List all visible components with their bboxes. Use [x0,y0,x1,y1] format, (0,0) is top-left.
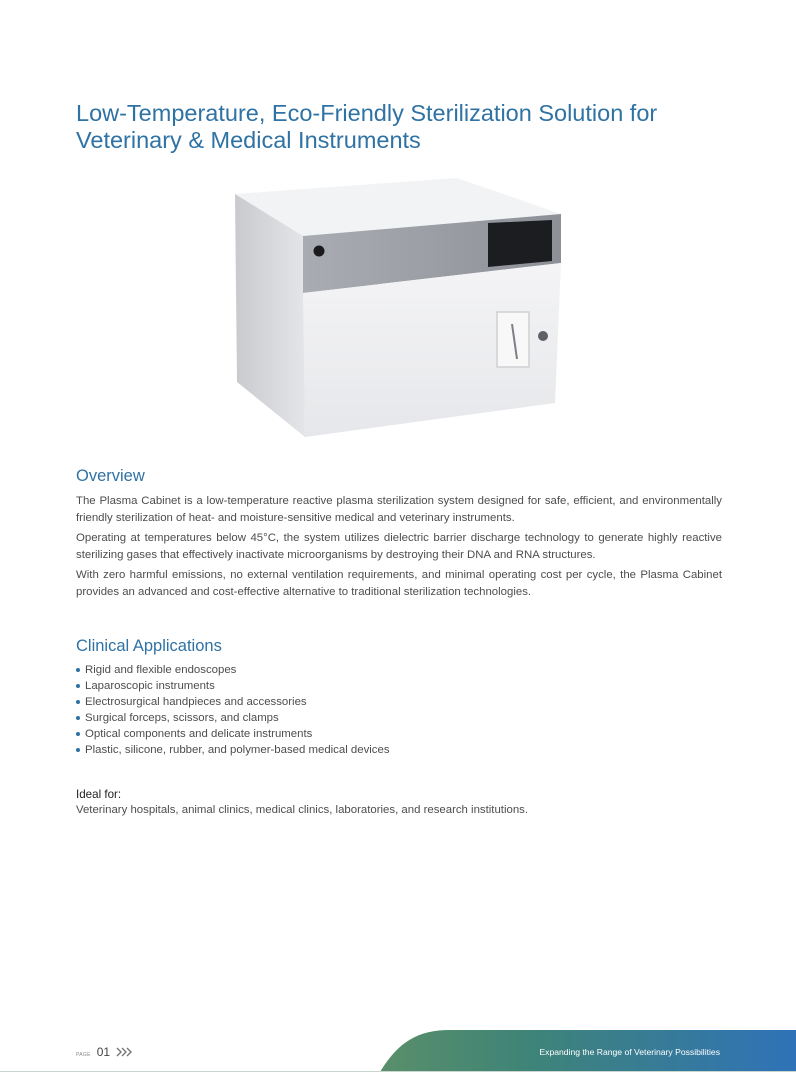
bullet-icon [76,668,80,672]
list-item [76,726,390,742]
list-item-text: Surgical forceps, scissors, and clamps [85,712,279,724]
list-item [76,742,390,758]
list-item-text: Rigid and flexible endoscopes [85,664,237,676]
footer-divider [0,1071,796,1072]
ideal-for-text: Veterinary hospitals, animal clinics, medical clinics, laboratories, and research institutions. [76,804,529,816]
footer-tagline: Expanding the Range of Veterinary Possibilities [539,1047,720,1057]
clinical-applications-heading: Clinical Applications [76,637,222,655]
list-item [76,662,390,678]
bullet-icon [76,716,80,720]
page-indicator [76,1045,132,1059]
double-chevron-right-icon [116,1047,132,1057]
list-item [76,694,390,710]
list-item-text: Electrosurgical handpieces and accessories [85,696,307,708]
list-item [76,710,390,726]
bullet-icon [76,700,80,704]
list-item-text: Laparoscopic instruments [85,680,215,692]
page-title: Low-Temperature, Eco-Friendly Sterilization Solution for Veterinary & Medical Instruments [76,100,658,153]
bullet-icon [76,684,80,688]
list-item-text: Optical components and delicate instruments [85,728,313,740]
bullet-icon [76,732,80,736]
overview-paragraph: Operating at temperatures below 45°C, the system utilizes dielectric barrier discharge technology to generate highly reactive sterilizing gases that effectively inactivate microorganisms by destroying their DNA and RNA structures. [76,532,722,561]
overview-heading: Overview [76,467,145,485]
ideal-for-label: Ideal for: [76,788,122,801]
page-number: 01 [96,1045,111,1059]
page-label: PAGE [76,1052,91,1058]
list-item-text: Plastic, silicone, rubber, and polymer-based medical devices [85,744,390,756]
clinical-applications-list [76,662,390,758]
bullet-icon [76,748,80,752]
list-item [76,678,390,694]
overview-paragraph: With zero harmful emissions, no external ventilation requirements, and minimal operating cost per cycle, the Plasma Cabinet provides an advanced and cost-effective alternative to traditional sterilization technologies. [76,569,722,598]
overview-paragraph: The Plasma Cabinet is a low-temperature reactive plasma sterilization system designed for safe, efficient, and environmentally friendly sterilization of heat- and moisture-sensitive medical and veterinary instruments. [76,495,722,524]
plasma-cabinet-image [225,170,570,445]
